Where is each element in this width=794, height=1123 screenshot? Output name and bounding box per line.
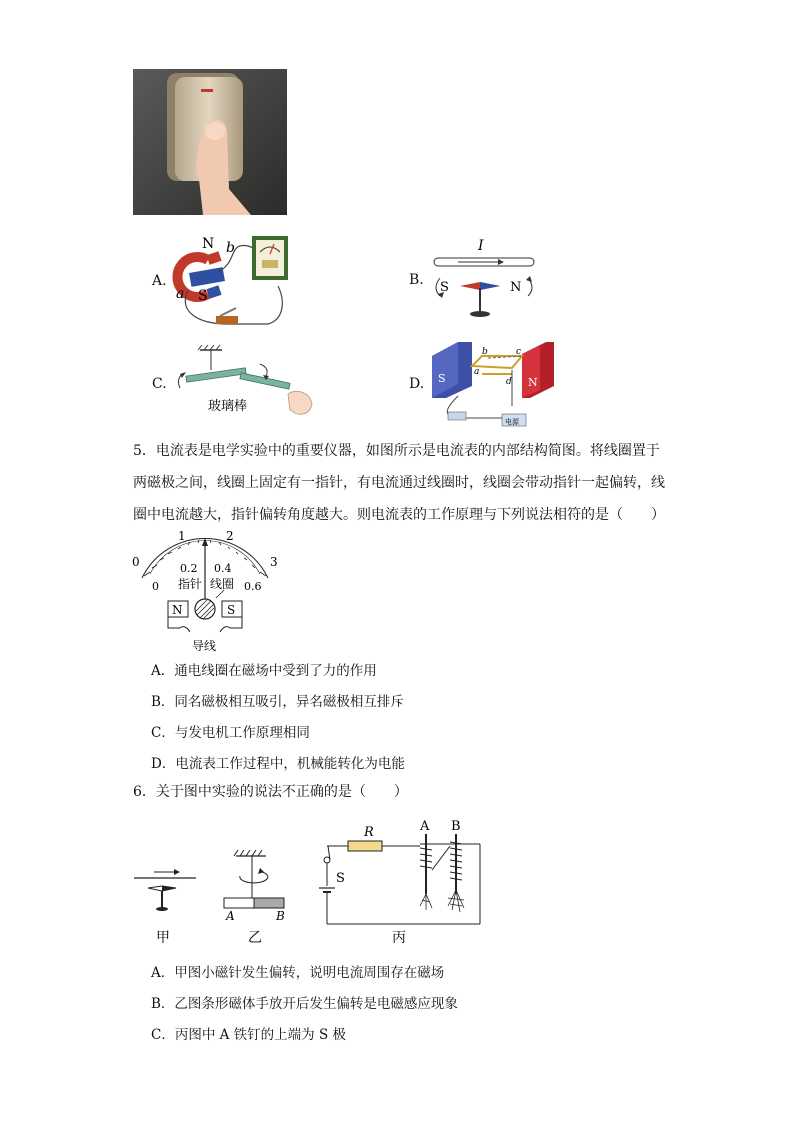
q5-upper-scale-2: 2	[226, 529, 234, 543]
q4b-north-label: N	[510, 280, 522, 295]
q5-pointer-label: 指针	[178, 577, 203, 591]
q6-choice-a[interactable]: A．甲图小磁针发生偏转，说明电流周围存在磁场	[151, 965, 445, 981]
q4-option-b-figure	[428, 236, 540, 322]
q4d-b-label: b	[482, 347, 488, 357]
q5-upper-scale-1: 1	[178, 529, 186, 543]
q4a-b-label: b	[226, 240, 235, 256]
q5-wire-label: 导线	[192, 639, 217, 653]
q6-yi-end-a: A	[226, 909, 235, 923]
q6-choice-c[interactable]: C．丙图中 A 铁钉的上端为 S 极	[151, 1027, 346, 1043]
q4a-south-label: S	[198, 288, 208, 304]
q4-option-a-letter[interactable]: A.	[152, 273, 167, 289]
q4d-supply-label: 电源	[505, 418, 519, 426]
q4b-south-label: S	[440, 280, 449, 295]
q6-resistor-label: R	[364, 825, 374, 840]
q5-choice-a[interactable]: A．通电线圈在磁场中受到了力的作用	[151, 663, 377, 679]
q6-bing-label: 丙	[392, 930, 406, 946]
q6-nail-b-label: B	[451, 819, 461, 834]
q5-lower-scale-2: 0.4	[214, 562, 232, 575]
q5-ammeter-figure	[130, 528, 280, 656]
q5-choice-d[interactable]: D．电流表工作过程中，机械能转化为电能	[151, 756, 405, 772]
q6-yi-label: 乙	[248, 930, 262, 946]
q4a-north-label: N	[202, 236, 215, 252]
q4-option-d-letter[interactable]: D.	[409, 376, 425, 392]
q6-choice-b[interactable]: B．乙图条形磁体手放开后发生偏转是电磁感应现象	[151, 996, 458, 1012]
q4-option-a-figure	[168, 232, 298, 328]
q4c-rod-label: 玻璃棒	[208, 399, 248, 414]
q4b-current-label: I	[478, 238, 484, 254]
q4d-south-label: S	[438, 372, 446, 385]
q4d-c-label: c	[516, 347, 522, 357]
q5-choice-b[interactable]: B．同名磁极相互吸引，异名磁极相互排斥	[151, 694, 404, 710]
q6-jia-label: 甲	[156, 930, 170, 946]
q5-upper-scale-0: 0	[132, 555, 140, 569]
q5-north-label: N	[172, 603, 183, 617]
q6-yi-end-b: B	[276, 909, 285, 923]
q5-lower-scale-1: 0.2	[180, 562, 198, 575]
q5-stem-line-1: 5．电流表是电学实验中的重要仪器，如图所示是电流表的内部结构简图。将线圈置于	[133, 443, 660, 459]
q6-nail-a-label: A	[420, 819, 430, 834]
q4-option-b-letter[interactable]: B.	[409, 272, 424, 288]
q4d-a-label: a	[474, 367, 480, 377]
q4-option-d-figure	[428, 336, 558, 430]
doorbell-photo	[133, 69, 287, 215]
q5-stem	[133, 435, 673, 531]
q4-option-c-letter[interactable]: C.	[152, 376, 167, 392]
q5-upper-scale-3: 3	[270, 555, 278, 569]
q6-stem: 6．关于图中实验的说法不正确的是（ ）	[133, 784, 408, 800]
q5-stem-line-2: 两磁极之间，线圈上固定有一指针，有电流通过线圈时，线圈会带动指针一起偏转，线	[133, 475, 665, 491]
q5-choice-c[interactable]: C．与发电机工作原理相同	[151, 725, 310, 741]
q4d-north-label: N	[528, 376, 538, 389]
q5-stem-line-3: 圈中电流越大，指针偏转角度越大。则电流表的工作原理与下列说法相符的是（ ）	[133, 507, 665, 523]
q5-lower-scale-0: 0	[152, 580, 159, 593]
q5-lower-scale-3: 0.6	[244, 580, 262, 593]
q4a-a-label: a	[176, 286, 185, 302]
q6-switch-label: S	[336, 871, 345, 886]
q6-figure	[130, 816, 486, 950]
q5-coil-label: 线圈	[210, 577, 235, 591]
q4d-d-label: d	[506, 377, 512, 387]
q4-option-c-figure	[170, 342, 320, 426]
q5-south-label: S	[227, 603, 236, 617]
